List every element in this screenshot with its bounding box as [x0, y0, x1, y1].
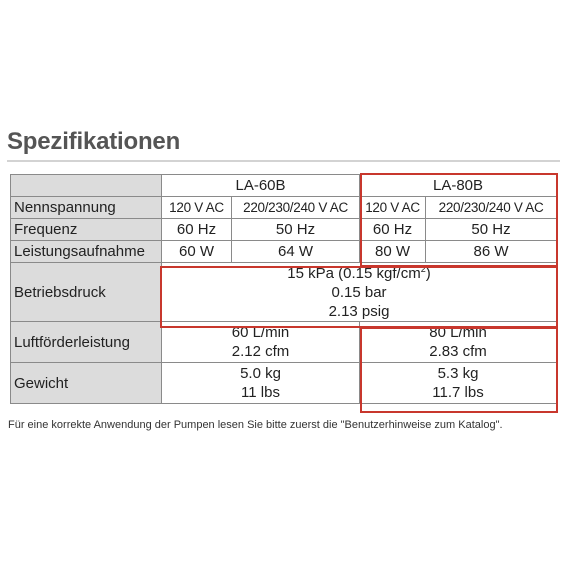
la80-power-86w: 86 W — [426, 241, 557, 263]
la60-freq-50: 50 Hz — [232, 219, 360, 241]
table-row-frequenz — [11, 219, 557, 241]
la60-airflow-cell — [162, 322, 360, 363]
la80-voltage-120: 120 V AC — [360, 197, 426, 219]
la60-power-60w: 60 W — [162, 241, 232, 263]
la80-airflow-lmin: 80 L/min — [429, 324, 487, 341]
table-row-header — [11, 175, 557, 197]
row-label-gewicht: Gewicht — [11, 363, 162, 404]
la60-weight-kg: 5.0 kg — [240, 365, 281, 382]
la80-voltage-220: 220/230/240 V AC — [426, 197, 557, 219]
la60-airflow-lmin: 60 L/min — [231, 324, 290, 341]
header-empty-cell — [11, 175, 162, 197]
row-label-betriebsdruck: Betriebsdruck — [11, 263, 162, 322]
la60-airflow-cfm: 2.12 cfm — [231, 343, 290, 360]
table-row-leistung — [11, 241, 557, 263]
la80-airflow-cell — [360, 322, 557, 363]
la80-weight-kg: 5.3 kg — [437, 365, 479, 382]
pressure-psig: 2.13 psig — [328, 302, 390, 320]
model-la-60b-header: LA-60B — [162, 175, 360, 197]
specifications-table — [10, 174, 557, 404]
pressure-bar: 0.15 bar — [331, 283, 387, 301]
la80-freq-60: 60 Hz — [360, 219, 426, 241]
pressure-kpa: 15 kPa (0.15 kgf/$cm^2$) — [287, 263, 431, 282]
la80-freq-50: 50 Hz — [426, 219, 557, 241]
table-row-luft — [11, 322, 557, 363]
la60-weight-cell — [162, 363, 360, 404]
la60-freq-60: 60 Hz — [162, 219, 232, 241]
la80-weight-lbs: 11.7 lbs — [432, 384, 484, 401]
la80-weight-cell — [360, 363, 557, 404]
table-row-nennspannung — [11, 197, 557, 219]
la80-power-80w: 80 W — [360, 241, 426, 263]
title-divider — [7, 160, 560, 162]
row-label-leistung: Leistungsaufnahme — [11, 241, 162, 263]
page-title: Spezifikationen — [7, 128, 181, 155]
la60-power-64w: 64 W — [232, 241, 360, 263]
row-label-nennspannung: Nennspannung — [11, 197, 162, 219]
pressure-value-cell — [162, 263, 557, 322]
table-row-gewicht — [11, 363, 557, 404]
la80-airflow-cfm: 2.83 cfm — [429, 343, 487, 360]
row-label-frequenz: Frequenz — [11, 219, 162, 241]
model-la-80b-header: LA-80B — [360, 175, 557, 197]
la60-voltage-220: 220/230/240 V AC — [232, 197, 360, 219]
la60-voltage-120: 120 V AC — [162, 197, 232, 219]
footnote: Für eine korrekte Anwendung der Pumpen lesen Sie bitte zuerst die "Benutzerhinweise zum Katalog". — [8, 419, 503, 431]
la60-weight-lbs: 11 lbs — [241, 384, 280, 401]
row-label-luft: Luftförderleistung — [11, 322, 162, 363]
table-row-betriebsdruck — [11, 263, 557, 322]
